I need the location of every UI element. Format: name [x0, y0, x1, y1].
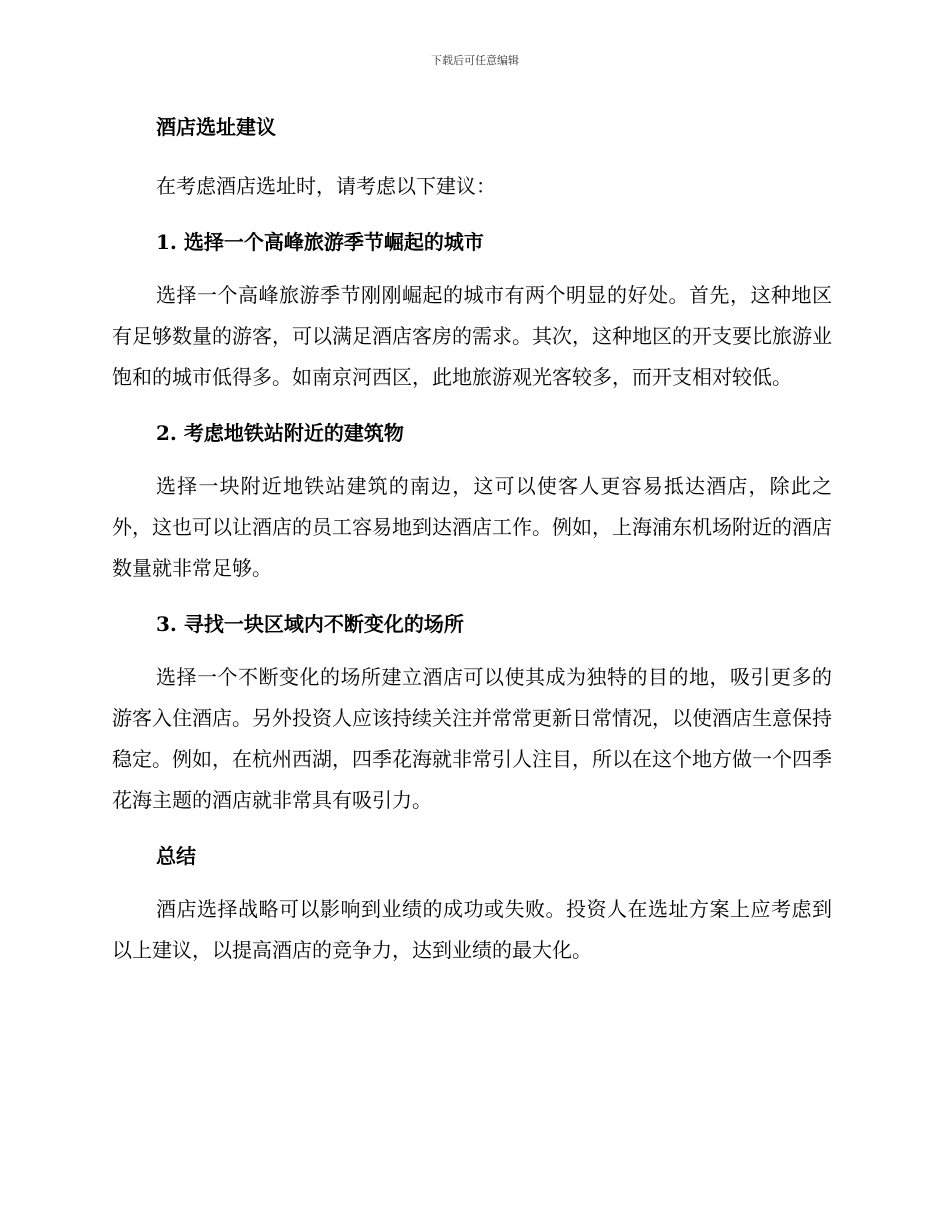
section-3-body: 选择一个不断变化的场所建立酒店可以使其成为独特的目的地，吸引更多的游客入住酒店。另外投资人应该持续关注并常常更新日常情况，以使酒店生意保持稳定。例如，在杭州西湖，四季花海就非常引人注目，所以在这个地方做一个四季花海主题的酒店就非常具有吸引力。	[112, 665, 832, 812]
summary-heading: 总结	[156, 844, 196, 868]
section-2-body: 选择一块附近地铁站建筑的南边，这可以使客人更容易抵达酒店，除此之外，这也可以让酒店的员工容易地到达酒店工作。例如，上海浦东机场附近的酒店数量就非常足够。	[112, 474, 832, 580]
section-3-heading: 3. 寻找一块区域内不断变化的场所	[156, 612, 464, 636]
document-body	[112, 112, 832, 971]
intro-paragraph: 在考虑酒店选址时，请考虑以下建议：	[156, 174, 496, 198]
document-title: 酒店选址建议	[156, 115, 276, 139]
section-2-heading: 2. 考虑地铁站附近的建筑物	[156, 421, 404, 445]
section-1-heading: 1. 选择一个高峰旅游季节崛起的城市	[156, 230, 484, 254]
page-header-note: 下载后可任意编辑	[431, 54, 519, 67]
section-1-body: 选择一个高峰旅游季节刚刚崛起的城市有两个明显的好处。首先，这种地区有足够数量的游客，可以满足酒店客房的需求。其次，这种地区的开支要比旅游业饱和的城市低得多。如南京河西区，此地旅游观光客较多，而开支相对较低。	[112, 283, 832, 389]
summary-body: 酒店选择战略可以影响到业绩的成功或失败。投资人在选址方案上应考虑到以上建议，以提高酒店的竞争力，达到业绩的最大化。	[112, 897, 832, 962]
